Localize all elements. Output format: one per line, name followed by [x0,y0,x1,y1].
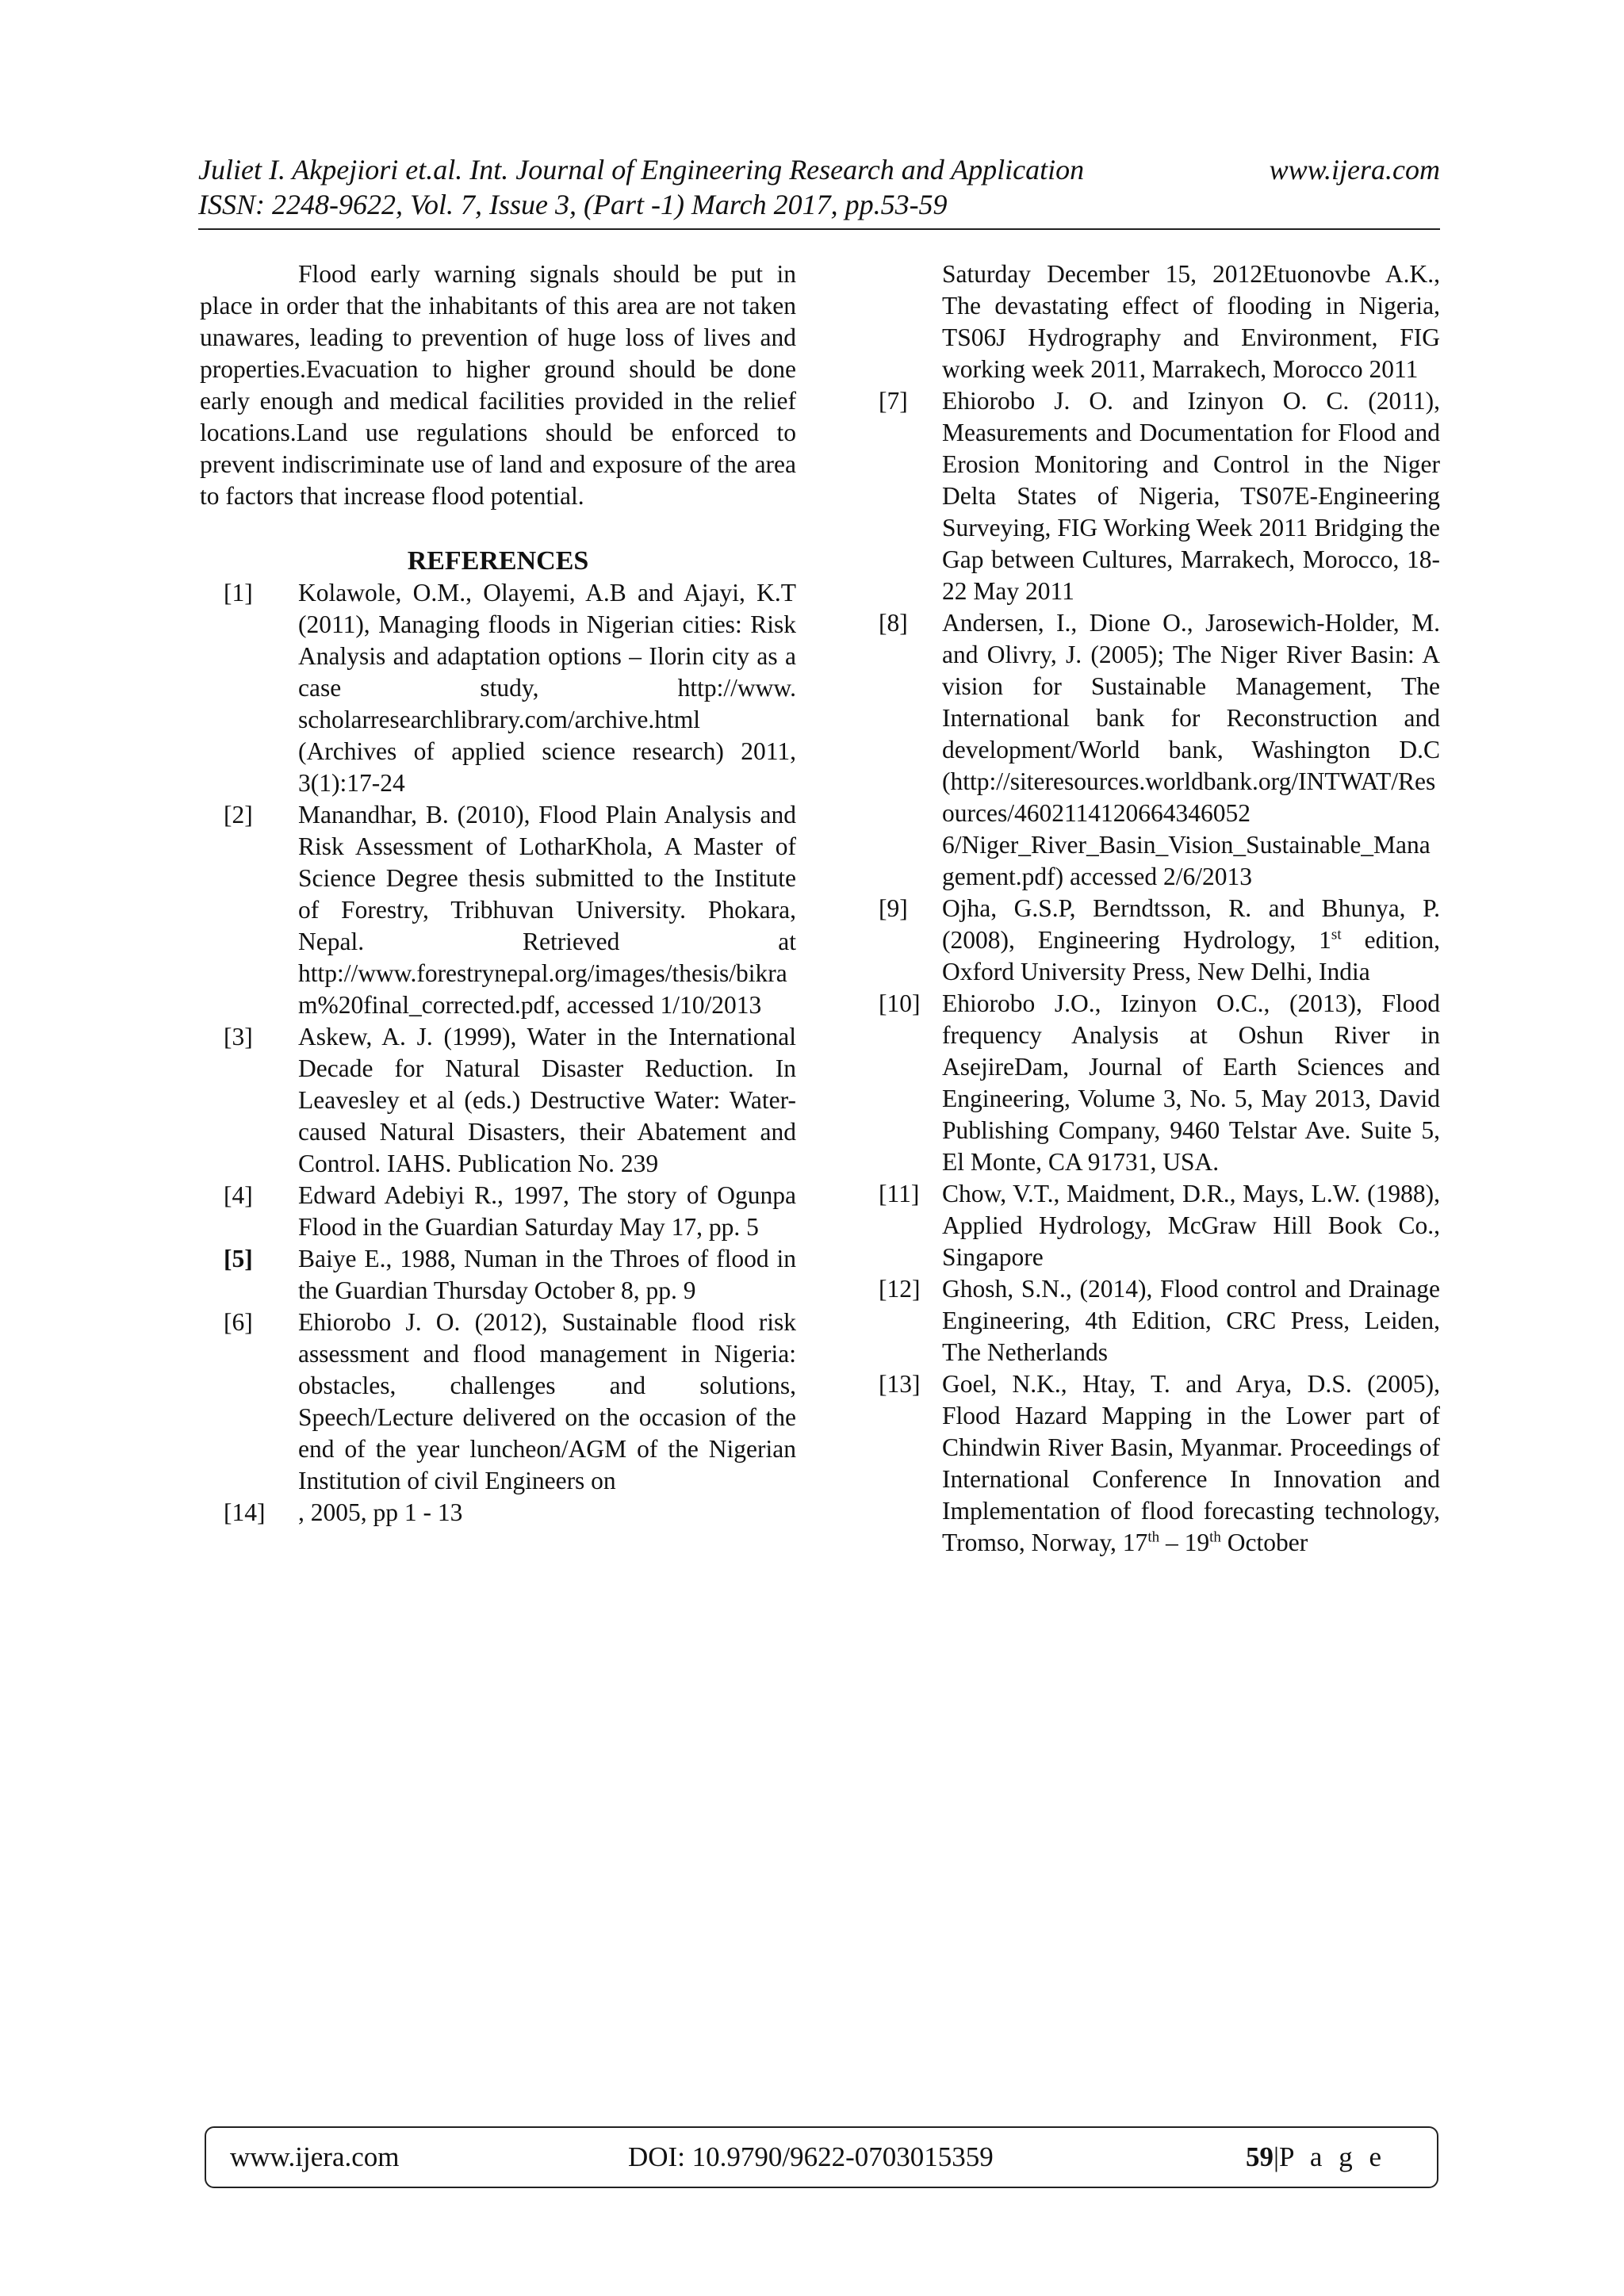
journal-issue: ISSN: 2248-9622, Vol. 7, Issue 3, (Part -1) March 2017, pp.53-59 [198,189,948,220]
reference-number: [14] [224,1498,266,1526]
reference-item [879,1273,1440,1368]
reference-text: Andersen, I., Dione O., Jarosewich-Holder, M. and Olivry, J. (2005); The Niger River Basin: A vision for Sustainable Management, The International bank for Reconstruction and development/World bank, Washington D.C (http://siteresources.worldbank.org/INTWAT/Resources/4602114120664346052 6/Niger_River_Basin_Vision_Sustainable_Management.pdf) accessed 2/6/2013 [942,609,1440,890]
reference-item [200,1243,796,1307]
right-column [879,258,1440,1559]
reference-item [200,799,796,1021]
journal-website[interactable]: www.ijera.com [1269,154,1440,186]
reference-number: [2] [224,801,253,828]
page-word: P a g e [1279,2141,1386,2172]
reference-number: [4] [224,1181,253,1209]
header-row-2 [198,187,1440,222]
reference-item [879,893,1440,988]
reference-item [200,1307,796,1497]
reference-number: [12] [879,1275,921,1303]
conclusion-paragraph: Flood early warning signals should be put in place in order that the inhabitants of this area are not taken unawares, leading to prevention of huge loss of lives and properties.Evacuation to higher ground should be done early enough and medical facilities provided in the relief locations.Land use regulations should be enforced to prevent indiscriminate use of land and exposure of the area to factors that increase flood potential. [200,260,796,510]
reference-continuation: Saturday December 15, 2012Etuonovbe A.K., The devastating effect of flooding in Nigeria, TS06J Hydrography and Environment, FIG working week 2011, Marrakech, Morocco 2011 [942,260,1440,383]
reference-text: Ghosh, S.N., (2014), Flood control and Drainage Engineering, 4th Edition, CRC Press, Leiden, The Netherlands [942,1275,1440,1366]
reference-text [942,1368,1440,1559]
reference-item [879,1368,1440,1559]
reference-text: , 2005, pp 1 - 13 [298,1498,463,1526]
reference-item [200,577,796,799]
superscript: th [1147,1529,1160,1546]
reference-text: Askew, A. J. (1999), Water in the International Decade for Natural Disaster Reduction. In Leavesley et al (eds.) Destructive Water: Water-caused Natural Disasters, their Abatement and Control. IAHS. Publication No. 239 [298,1023,796,1177]
reference-number: [5] [224,1245,253,1272]
reference-number: [8] [879,609,908,637]
reference-text: Edward Adebiyi R., 1997, The story of Ogunpa Flood in the Guardian Saturday May 17, pp. 5 [298,1181,796,1241]
reference-item [879,1178,1440,1273]
header-row-1 [198,152,1440,187]
reference-item [200,1021,796,1180]
reference-text-part: – 19 [1159,1529,1210,1556]
footer-website[interactable]: www.ijera.com [230,2141,400,2172]
reference-text-part: Goel, N.K., Htay, T. and Arya, D.S. (2005), Flood Hazard Mapping in the Lower part of Chindwin River Basin, Myanmar. Proceedings of International Conference In Innovation and Implementation of flood forecasting technology, Tromso, Norway, 17 [942,1370,1440,1556]
footer-page-label [1246,2141,1386,2173]
reference-text-part: October [1220,1529,1308,1556]
superscript: th [1209,1529,1221,1546]
reference-number: [9] [879,894,908,922]
references-heading: REFERENCES [407,546,589,576]
reference-text-part: edition, Oxford University Press, New Delhi, India [942,926,1440,985]
reference-text: Kolawole, O.M., Olayemi, A.B and Ajayi, K.T (2011), Managing floods in Nigerian cities: Risk Analysis and adaptation options – Ilorin city as a case study, http://www. scholarresearchlibrary.com/archive.html (Archives of applied science research) 2011, 3(1):17-24 [298,579,796,797]
reference-item [200,1180,796,1243]
reference-item [879,988,1440,1178]
reference-text [942,893,1440,988]
reference-number: [13] [879,1370,921,1398]
reference-text: Manandhar, B. (2010), Flood Plain Analysis and Risk Assessment of LotharKhola, A Master of Science Degree thesis submitted to the Institute of Forestry, Tribhuvan University. Phokara, Nepal. Retrieved at http://www.forestrynepal.org/images/thesis/bikram%20final_corrected.pdf, accessed 1/10/2013 [298,801,796,1019]
superscript: st [1331,926,1342,943]
reference-number: [1] [224,579,253,607]
page-number: 59 [1245,2141,1274,2172]
reference-text: Ehiorobo J. O. (2012), Sustainable flood risk assessment and flood management in Nigeria: obstacles, challenges and solutions, Speech/Lecture delivered on the occasion of the end of the year luncheon/AGM of the Nigerian Institution of civil Engineers on [298,1308,796,1494]
reference-text: Ehiorobo J.O., Izinyon O.C., (2013), Flood frequency Analysis at Oshun River in AsejireDam, Journal of Earth Sciences and Engineering, Volume 3, No. 5, May 2013, David Publishing Company, 9460 Telstar Ave. Suite 5, El Monte, CA 91731, USA. [942,989,1440,1176]
footer-doi: DOI: 10.9790/9622-0703015359 [628,2141,994,2172]
reference-item [879,607,1440,893]
reference-text-part: Ojha, G.S.P, Berndtsson, R. and Bhunya, P. (2008), Engineering Hydrology, 1 [942,894,1440,954]
page-footer [205,2126,1438,2188]
page-header [198,152,1440,222]
reference-number: [3] [224,1023,253,1050]
reference-number: [6] [224,1308,253,1336]
reference-text: Baiye E., 1988, Numan in the Throes of flood in the Guardian Thursday October 8, pp. 9 [298,1245,796,1304]
reference-number: [11] [879,1180,920,1207]
page-separator: | [1273,2141,1279,2172]
reference-text: Chow, V.T., Maidment, D.R., Mays, L.W. (1988), Applied Hydrology, McGraw Hill Book Co., Singapore [942,1180,1440,1271]
reference-number: [10] [879,989,921,1017]
header-divider [198,228,1440,230]
reference-item [200,1497,796,1529]
reference-text: Ehiorobo J. O. and Izinyon O. C. (2011), Measurements and Documentation for Flood and Erosion Monitoring and Control in the Niger Delta States of Nigeria, TS07E-Engineering Surveying, FIG Working Week 2011 Bridging the Gap between Cultures, Marrakech, Morocco, 18-22 May 2011 [942,387,1440,605]
left-column [200,258,796,1529]
journal-citation: Juliet I. Akpejiori et.al. Int. Journal of Engineering Research and Application [198,154,1085,186]
reference-item [879,385,1440,607]
reference-number: [7] [879,387,908,415]
